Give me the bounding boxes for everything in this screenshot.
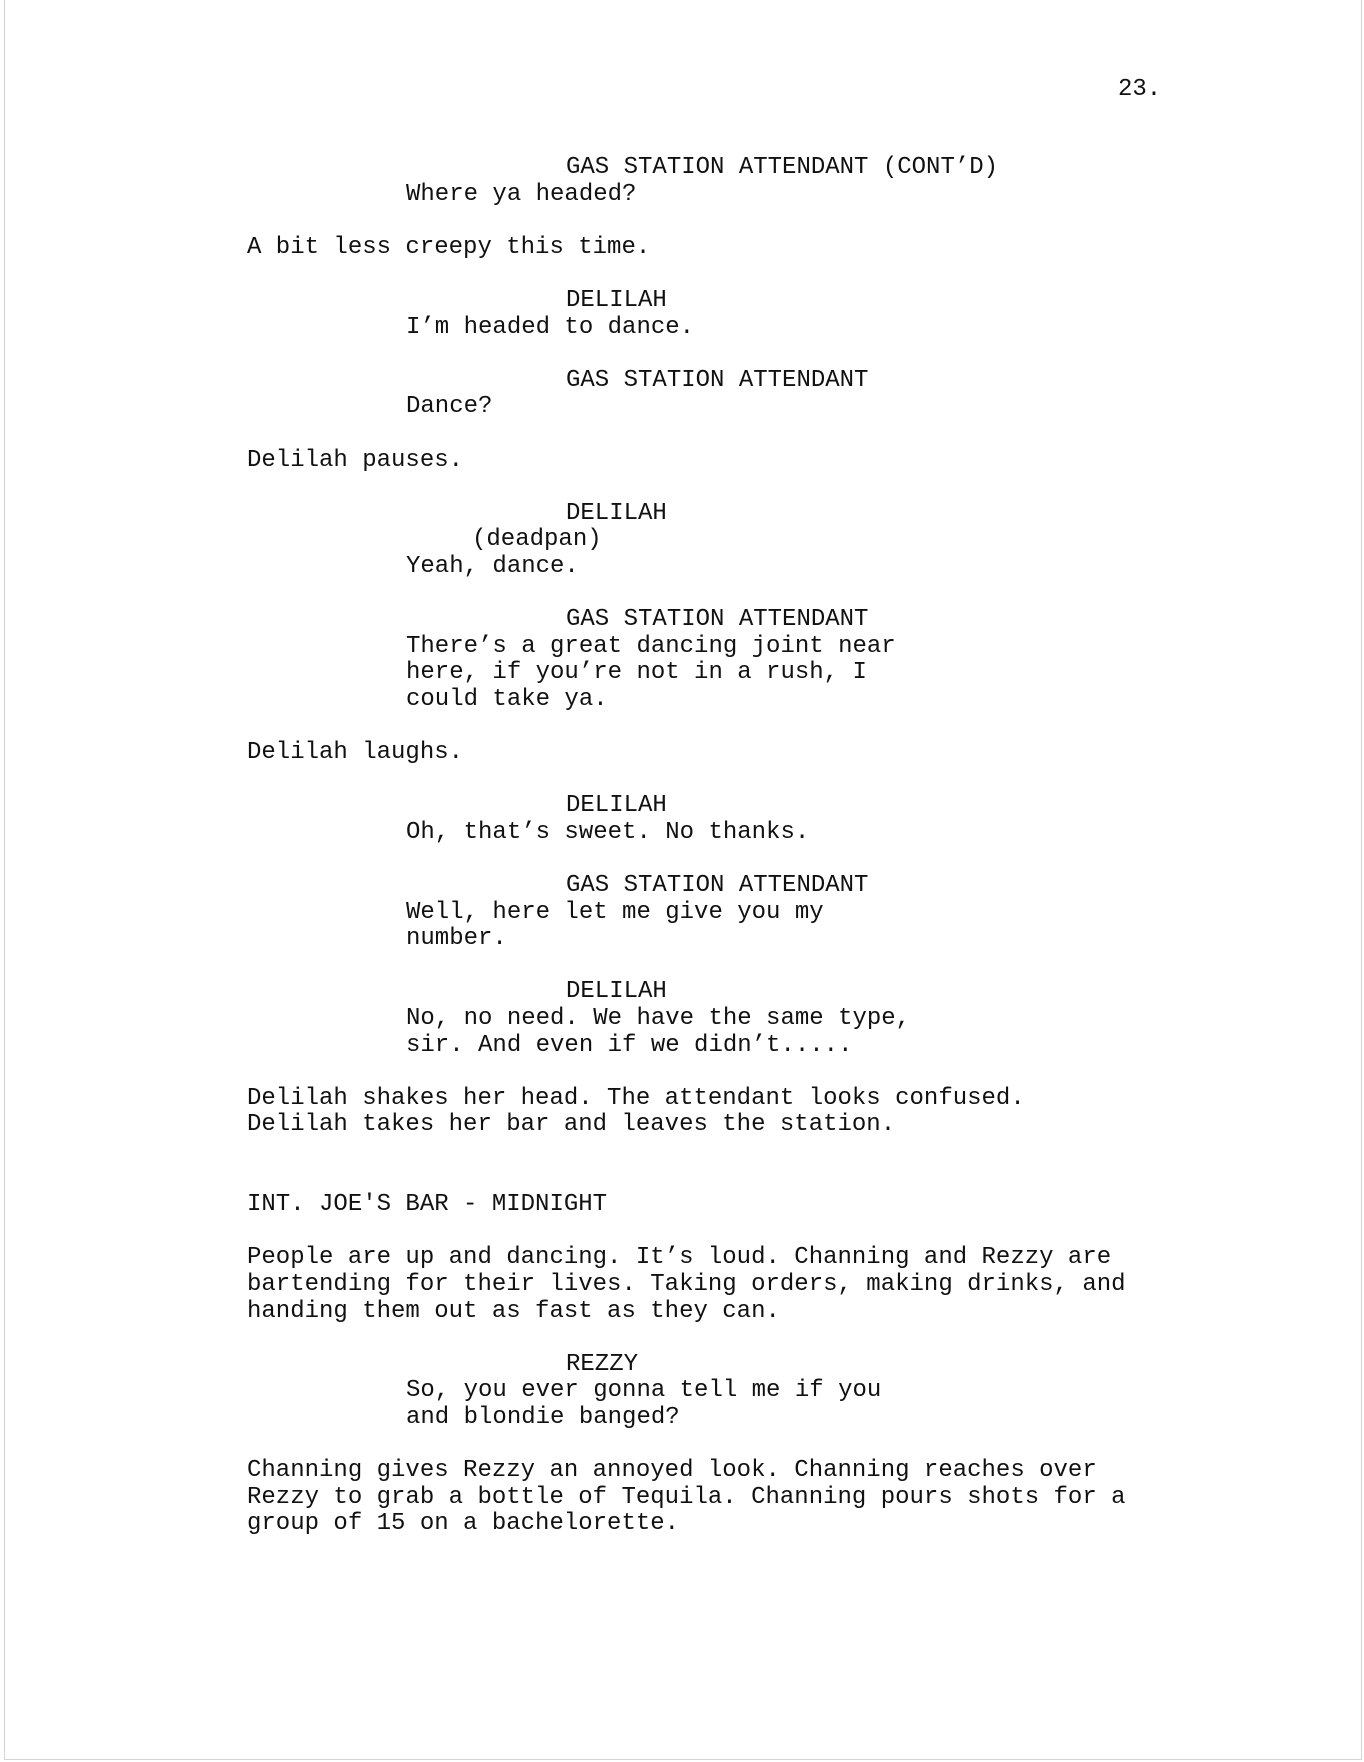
action-line: Delilah shakes her head. The attendant looks confused.	[247, 1084, 1025, 1112]
blank-line	[5, 767, 1363, 794]
dialogue-line: and blondie banged?	[406, 1403, 680, 1431]
dialogue-line: I’m headed to dance.	[406, 313, 695, 341]
character-cue: GAS STATION ATTENDANT	[566, 366, 869, 394]
blank-line	[5, 1325, 1363, 1352]
character-cue: DELILAH	[566, 978, 667, 1006]
dialogue-line: Yeah, dance.	[406, 552, 579, 580]
blank-line	[5, 261, 1363, 288]
dialogue-line: Where ya headed?	[406, 180, 637, 208]
action-line: handing them out as fast as they can.	[247, 1297, 780, 1325]
dialogue-line: sir. And even if we didn’t.....	[406, 1031, 853, 1059]
character-cue: DELILAH	[566, 792, 667, 820]
character-cue: DELILAH	[566, 286, 667, 314]
scene-heading: INT. JOE'S BAR - MIDNIGHT	[247, 1191, 608, 1219]
action-line: bartending for their lives. Taking orders, making drinks, and	[247, 1270, 1126, 1298]
blank-line	[5, 474, 1363, 501]
blank-line	[5, 581, 1363, 608]
blank-line	[5, 1432, 1363, 1459]
action-line: Delilah pauses.	[247, 446, 464, 474]
character-cue: REZZY	[566, 1350, 639, 1378]
action-line: Rezzy to grab a bottle of Tequila. Channing pours shots for a	[247, 1483, 1126, 1511]
action-line: group of 15 on a bachelorette.	[247, 1510, 680, 1538]
action-line: Delilah laughs.	[247, 739, 464, 767]
dialogue-line: There’s a great dancing joint near	[406, 632, 896, 660]
dialogue-line: So, you ever gonna tell me if you	[406, 1377, 882, 1405]
character-cue: GAS STATION ATTENDANT	[566, 872, 869, 900]
script-page	[4, 0, 1362, 1760]
dialogue-line: Well, here let me give you my	[406, 898, 824, 926]
character-cue: GAS STATION ATTENDANT (CONT’D)	[566, 154, 999, 181]
blank-line	[5, 1059, 1363, 1086]
blank-line	[5, 953, 1363, 980]
dialogue-line: number.	[406, 925, 507, 953]
blank-line	[5, 1139, 1363, 1166]
dialogue-line: Oh, that’s sweet. No thanks.	[406, 818, 810, 846]
blank-line	[5, 713, 1363, 740]
blank-line	[5, 1166, 1363, 1193]
parenthetical: (deadpan)	[472, 526, 602, 554]
dialogue-line: No, no need. We have the same type,	[406, 1005, 911, 1032]
page-number: 23.	[1118, 76, 1162, 103]
blank-line	[5, 846, 1363, 873]
dialogue-line: Dance?	[406, 393, 493, 421]
blank-line	[5, 341, 1363, 368]
blank-line	[5, 421, 1363, 448]
blank-line	[5, 1219, 1363, 1246]
dialogue-line: could take ya.	[406, 685, 608, 713]
dialogue-line: here, if you’re not in a rush, I	[406, 659, 867, 687]
character-cue: GAS STATION ATTENDANT	[566, 606, 869, 634]
script-body	[5, 155, 1363, 1538]
action-line: Channing gives Rezzy an annoyed look. Channing reaches over	[247, 1457, 1097, 1485]
action-line: A bit less creepy this time.	[247, 233, 651, 261]
action-line: Delilah takes her bar and leaves the station.	[247, 1111, 896, 1139]
blank-line	[5, 208, 1363, 235]
action-line: People are up and dancing. It’s loud. Channing and Rezzy are	[247, 1244, 1112, 1272]
character-cue: DELILAH	[566, 499, 667, 527]
